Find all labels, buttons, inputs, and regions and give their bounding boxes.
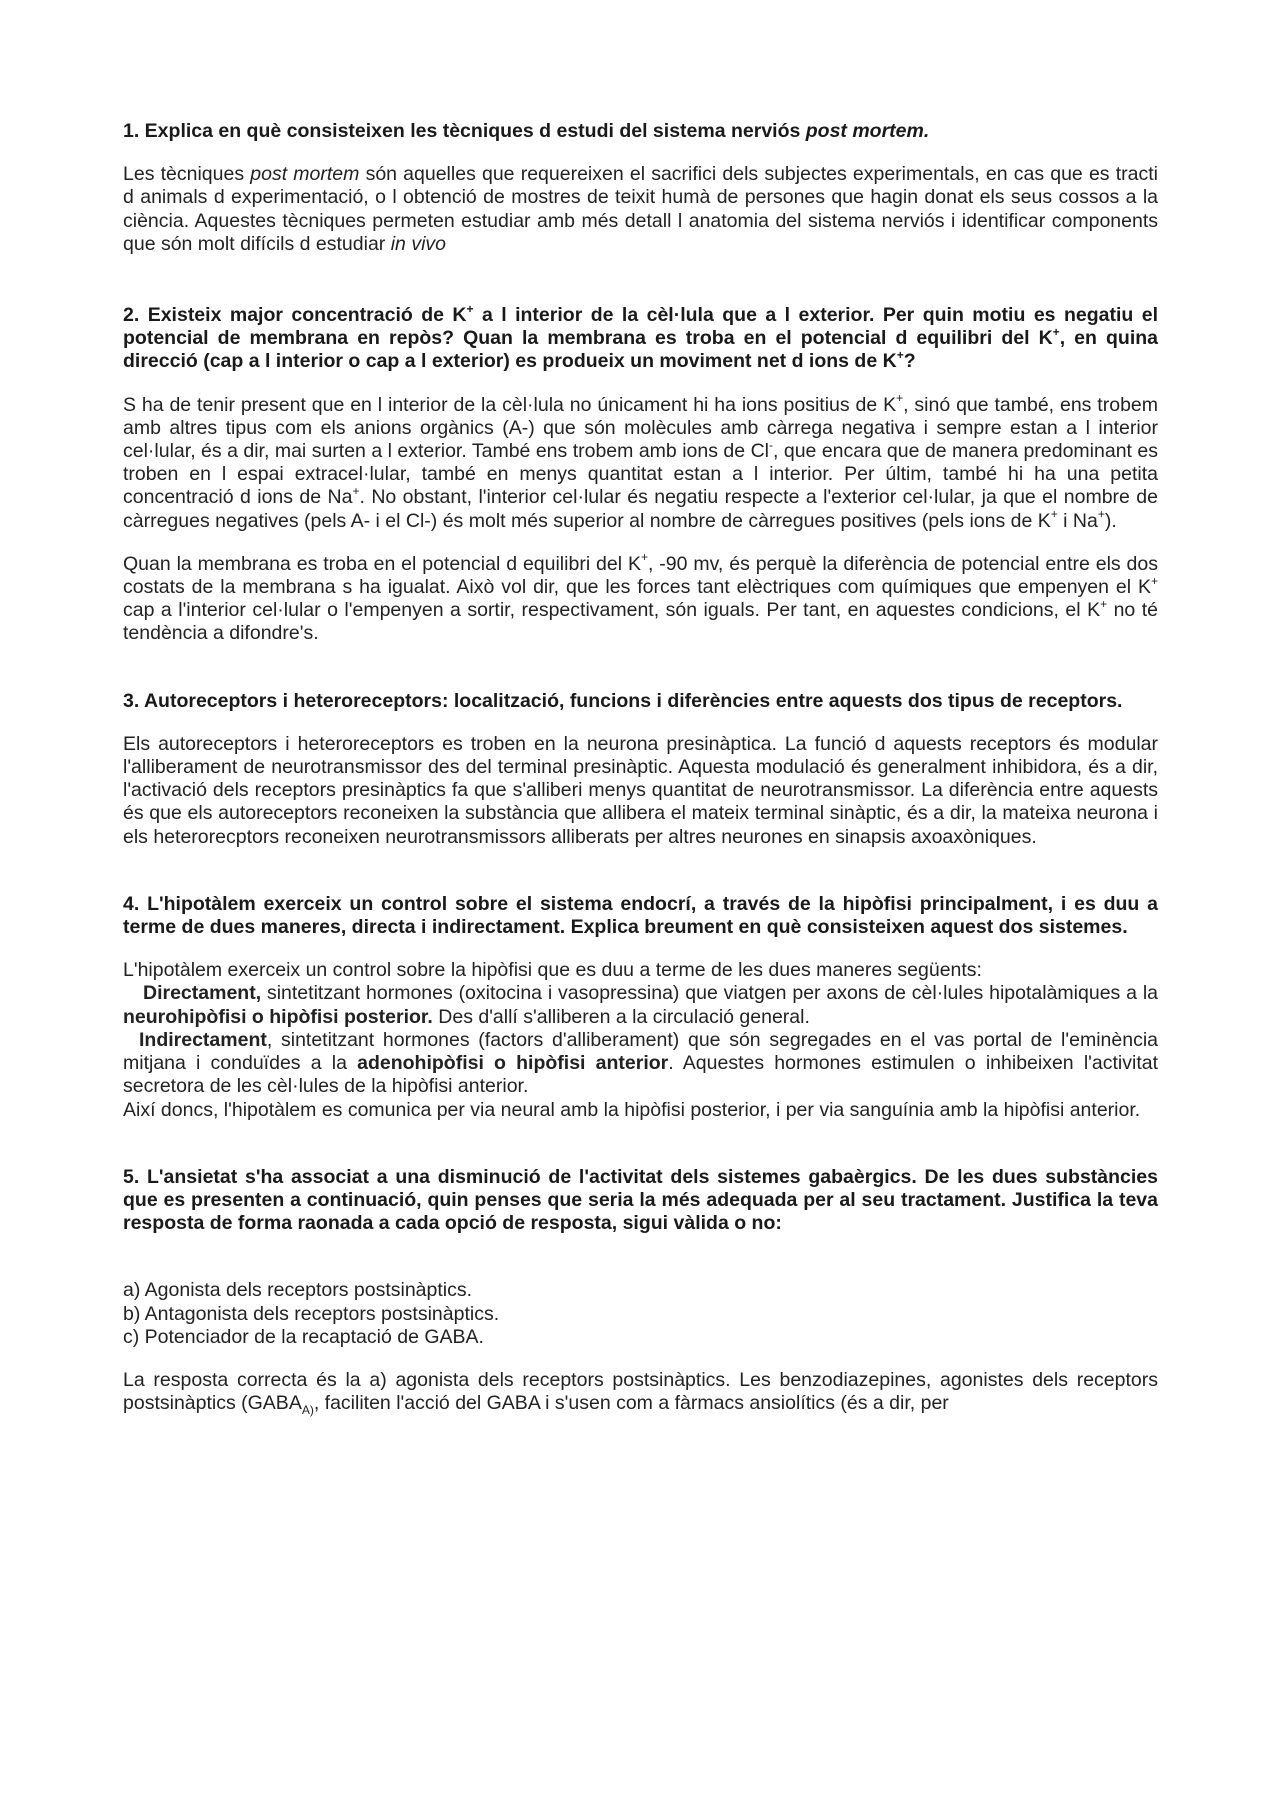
answer-2-paragraph-1: S ha de tenir present que en l interior de la cèl·lula no únicament hi ha ions positius de K+, sinó que també, ens trobem amb altres tipus com els anions orgànics (A-) que són molècules amb càrrega negativa i sempre estan a l interior cel·lular, és a dir, mai surten a l exterior. També ens trobem amb ions de Cl-, que encara que de manera predominant es troben en l espai extracel·lular, també en menys quantitat estan a l interior. Per últim, també hi ha una petita concentració d ions de Na+. No obstant, l'interior cel·lular és negatiu respecte a l'exterior cel·lular, ja que el nombre de càrregues negatives (pels A- i el Cl-) és molt més superior al nombre de càrregues positives (pels ions de K+ i Na+). xyxy=(123,391,1159,532)
question-4-title: 4. L'hipotàlem exerceix un control sobre el sistema endocrí, a través de la hipòfisi principalment, i es duu a terme de dues maneres, directa i indirectament. Explica breument en què consisteixen aquest dos sistemes. xyxy=(123,892,1158,939)
question-5-title: 5. L'ansietat s'ha associat a una disminució de l'activitat dels sistemes gabaèrgics. De les dues substàncies que es presenten a continuació, quin penses que seria la més adequada per al seu tractament. Justifica la teva resposta de forma raonada a cada opció de resposta, sigui vàlida o no: xyxy=(123,1165,1158,1235)
option-c: c) Potenciador de la recaptació de GABA. xyxy=(123,1325,484,1348)
answer-4-indirect: Indirectament, sintetitzant hormones (factors d'alliberament) que són segregades en el vas portal de l'eminència mitjana i conduïdes a la adenohipòfisi o hipòfisi anterior. Aquestes hormones estimulen o inhibeixen l'activitat secretora de les cèl·lules de la hipòfisi anterior. xyxy=(123,1028,1158,1098)
answer-4-conclusion: Així doncs, l'hipotàlem es comunica per via neural amb la hipòfisi posterior, i per via sanguínia amb la hipòfisi anterior. xyxy=(123,1098,1141,1121)
answer-3-paragraph: Els autoreceptors i heteroreceptors es troben en la neurona presinàptica. La funció d aquests receptors és modular l'alliberament de neurotransmissor des del terminal presinàptic. Aquesta modulació és generalment inhibidora, és a dir, l'activació dels receptors presinàptics fa que s'alliberi menys quantitat de neurotransmissor. La diferència entre aquests és que els autoreceptors reconeixen la substància que allibera el mateix terminal sinàptic, és a dir, la mateixa neurona i els heterorecptors reconeixen neurotransmissors alliberats per altres neurones en sinapsis axoaxòniques. xyxy=(123,732,1158,848)
question-1-title: 1. Explica en què consisteixen les tècniques d estudi del sistema nerviós post mortem. xyxy=(123,120,930,142)
answer-1-paragraph: Les tècniques post mortem són aquelles que requereixen el sacrifici dels subjectes experimentals, en cas que es tracti d animals d experimentació, o l obtenció de mostres de teixit humà de persones que hagin donat els seus cossos a la ciència. Aquestes tècniques permeten estudiar amb més detall l anatomia del sistema nerviós i identificar components que són molt difícils d estudiar in vivo xyxy=(123,163,1158,255)
option-b: b) Antagonista dels receptors postsinàptics. xyxy=(123,1302,500,1325)
answer-2-paragraph-2: Quan la membrana es troba en el potencial d equilibri del K+, -90 mv, és perquè la diferència de potencial entre els dos costats de la membrana s ha igualat. Això vol dir, que les forces tant elèctriques com químiques que empenyen el K+ cap a l'interior cel·lular o l'empenyen a sortir, respectivament, són iguals. Per tant, en aquestes condicions, el K+ no té tendència a difondre's. xyxy=(123,550,1158,645)
question-3-title: 3. Autoreceptors i heteroreceptors: localització, funcions i diferències entre aquests dos tipus de receptors. xyxy=(123,689,1123,712)
answer-4-direct: Directament, sintetitzant hormones (oxitocina i vasopressina) que viatgen per axons de cèl·lules hipotalàmiques a la neurohipòfisi o hipòfisi posterior. Des d'allí s'alliberen a la circulació general. xyxy=(123,982,1158,1028)
answer-5-paragraph: La resposta correcta és la a) agonista dels receptors postsinàptics. Les benzodiazepines, agonistes dels receptors postsinàptics ($GABA_{A)}$, faciliten l'acció del GABA i s'usen com a fàrmacs ansiolítics (és a dir, per xyxy=(123,1368,1158,1418)
option-a: a) Agonista dels receptors postsinàptics. xyxy=(123,1279,473,1302)
question-2-title: 2. Existeix major concentració de K+ a l interior de la cèl·lula que a l exterior. Per quin motiu es negatiu el potencial de membrana en repòs? Quan la membrana es troba en el potencial d equilibri del K+, en quina direcció (cap a l interior o cap a l exterior) es produeix un moviment net d ions de K+? xyxy=(123,301,1158,373)
document-page xyxy=(123,120,1159,1418)
answer-4-intro: L'hipotàlem exerceix un control sobre la hipòfisi que es duu a terme de les dues maneres següents: xyxy=(123,959,982,982)
